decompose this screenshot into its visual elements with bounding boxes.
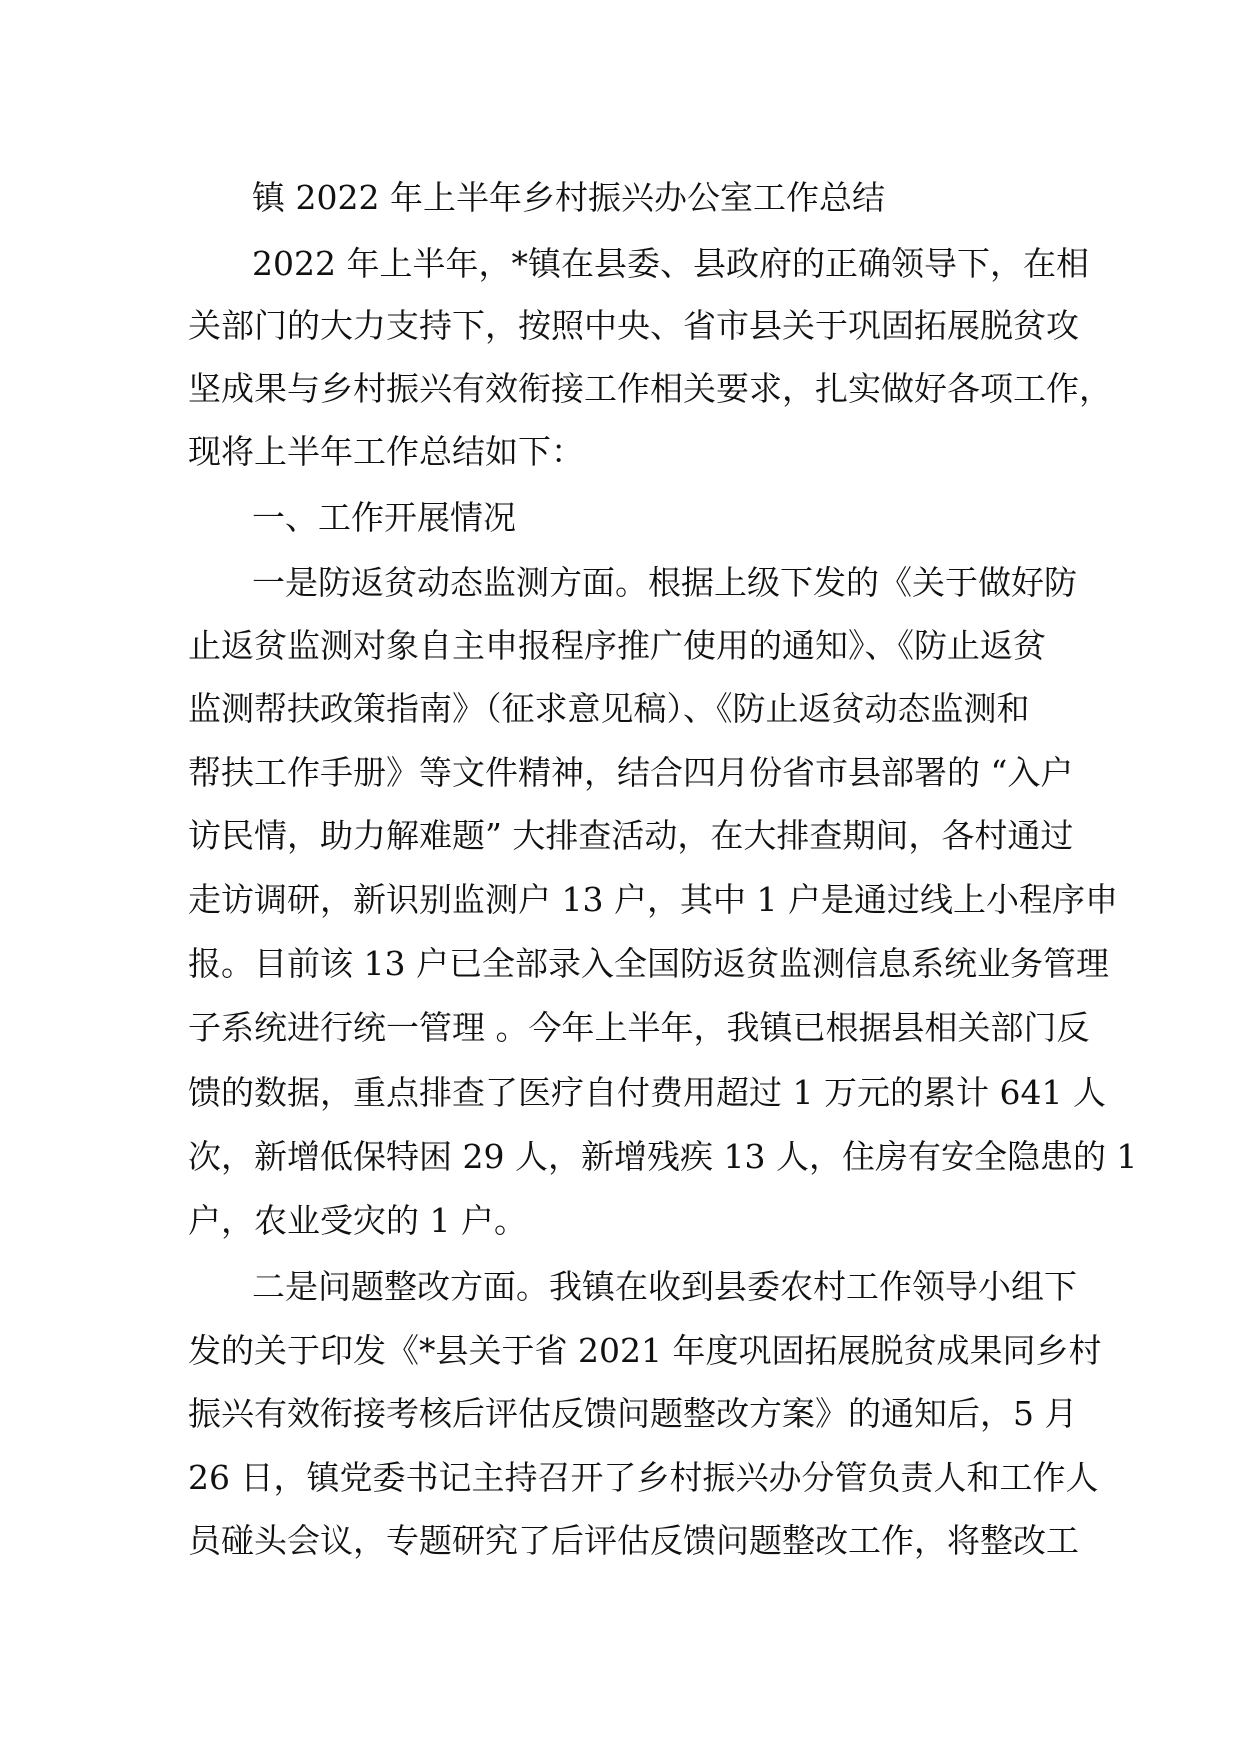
paragraph-line: 振兴有效衔接考核后评估反馈问题整改方案》的通知后，5 月 bbox=[188, 1394, 1078, 1433]
paragraph-line: 户，农业受灾的 1 户。 bbox=[188, 1201, 527, 1240]
paragraph-line: 现将上半年工作总结如下： bbox=[188, 432, 584, 471]
paragraph-line: 员碰头会议，专题研究了后评估反馈问题整改工作，将整改工 bbox=[188, 1521, 1079, 1560]
paragraph-line: 子系统进行统一管理 。今年上半年，我镇已根据县相关部门反 bbox=[188, 1008, 1090, 1047]
paragraph-line: 26 日，镇党委书记主持召开了乡村振兴办分管负责人和工作人 bbox=[188, 1458, 1099, 1497]
document-title: 镇 2022 年上半年乡村振兴办公室工作总结 bbox=[252, 178, 885, 217]
paragraph-line: 坚成果与乡村振兴有效衔接工作相关要求，扎实做好各项工作， bbox=[188, 369, 1112, 408]
paragraph-line: 二是问题整改方面。我镇在收到县委农村工作领导小组下 bbox=[252, 1267, 1077, 1306]
paragraph-line: 止返贫监测对象自主申报程序推广使用的通知》、《防止返贫 bbox=[188, 626, 1046, 665]
paragraph-line: 2022 年上半年，*镇在县委、县政府的正确领导下，在相 bbox=[252, 244, 1089, 283]
paragraph-line: 走访调研，新识别监测户 13 户，其中 1 户是通过线上小程序申 bbox=[188, 880, 1118, 919]
paragraph-line: 报。目前该 13 户已全部录入全国防返贫监测信息系统业务管理 bbox=[188, 944, 1109, 983]
paragraph-line: 监测帮扶政策指南》（征求意见稿）、《防止返贫动态监测和 bbox=[188, 689, 1030, 728]
paragraph-line: 访民情，助力解难题” 大排查活动，在大排查期间，各村通过 bbox=[188, 816, 1074, 855]
section-heading: 一、工作开展情况 bbox=[252, 498, 516, 537]
paragraph-line: 馈的数据，重点排查了医疗自付费用超过 1 万元的累计 641 人 bbox=[188, 1073, 1106, 1112]
paragraph-line: 一是防返贫动态监测方面。根据上级下发的《关于做好防 bbox=[252, 563, 1077, 602]
paragraph-line: 帮扶工作手册》等文件精神，结合四月份省市县部署的 “入户 bbox=[188, 753, 1074, 792]
paragraph-line: 关部门的大力支持下，按照中央、省市县关于巩固拓展脱贫攻 bbox=[188, 306, 1079, 345]
paragraph-line: 次，新增低保特困 29 人，新增残疾 13 人，住房有安全隐患的 1 bbox=[188, 1137, 1138, 1176]
paragraph-line: 发的关于印发《*县关于省 2021 年度巩固拓展脱贫成果同乡村 bbox=[188, 1331, 1102, 1370]
